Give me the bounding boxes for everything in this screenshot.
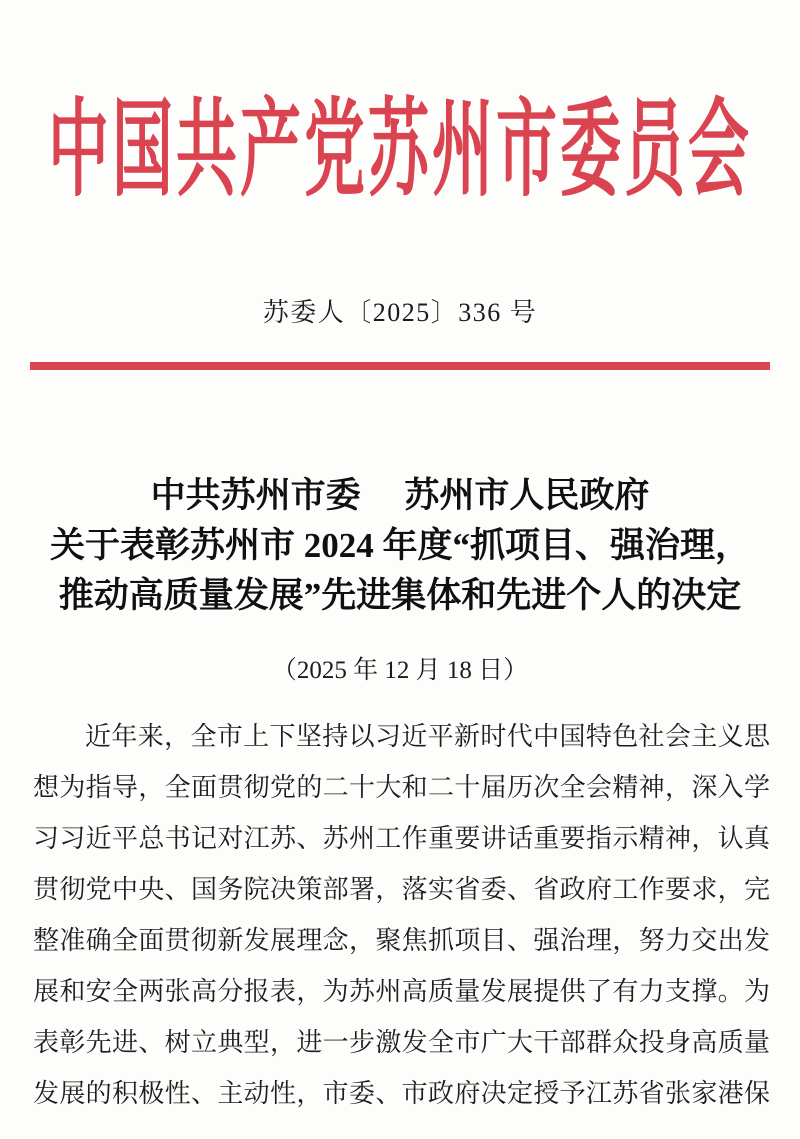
- document-number: 苏委人〔2025〕336 号: [262, 298, 538, 327]
- title-line-1: 中共苏州市委 苏州市人民政府: [150, 476, 650, 515]
- body-line-3: 习习近平总书记对江苏、苏州工作重要讲话重要指示精神，认真: [33, 824, 770, 853]
- red-separator-rule: [30, 362, 770, 370]
- document-title: [0, 471, 800, 621]
- body-line-7: 表彰先进、树立典型，进一步激发全市广大干部群众投身高质量: [33, 1028, 770, 1057]
- body-line-2: 想为指导，全面贯彻党的二十大和二十届历次全会精神，深入学: [33, 773, 770, 802]
- body-line-5: 整准确全面贯彻新发展理念，聚焦抓项目、强治理，努力交出发: [33, 926, 770, 955]
- body-line-4: 贯彻党中央、国务院决策部署，落实省委、省政府工作要求，完: [33, 875, 770, 904]
- document-date: （2025 年 12 月 18 日）: [271, 657, 529, 684]
- body-paragraph: [33, 711, 770, 1119]
- letterhead-issuer: 中国共产党苏州市委员会: [47, 93, 752, 211]
- title-line-3: 推动高质量发展”先进集体和先进个人的决定: [58, 576, 742, 615]
- body-line-1: 近年来，全市上下坚持以习近平新时代中国特色社会主义思: [85, 722, 770, 751]
- title-line-2: 关于表彰苏州市 2024 年度“抓项目、强治理，: [49, 526, 750, 565]
- body-line-6: 展和安全两张高分报表，为苏州高质量发展提供了有力支撑。为: [33, 977, 770, 1006]
- body-line-8: 发展的积极性、主动性，市委、市政府决定授予江苏省张家港保: [33, 1079, 770, 1108]
